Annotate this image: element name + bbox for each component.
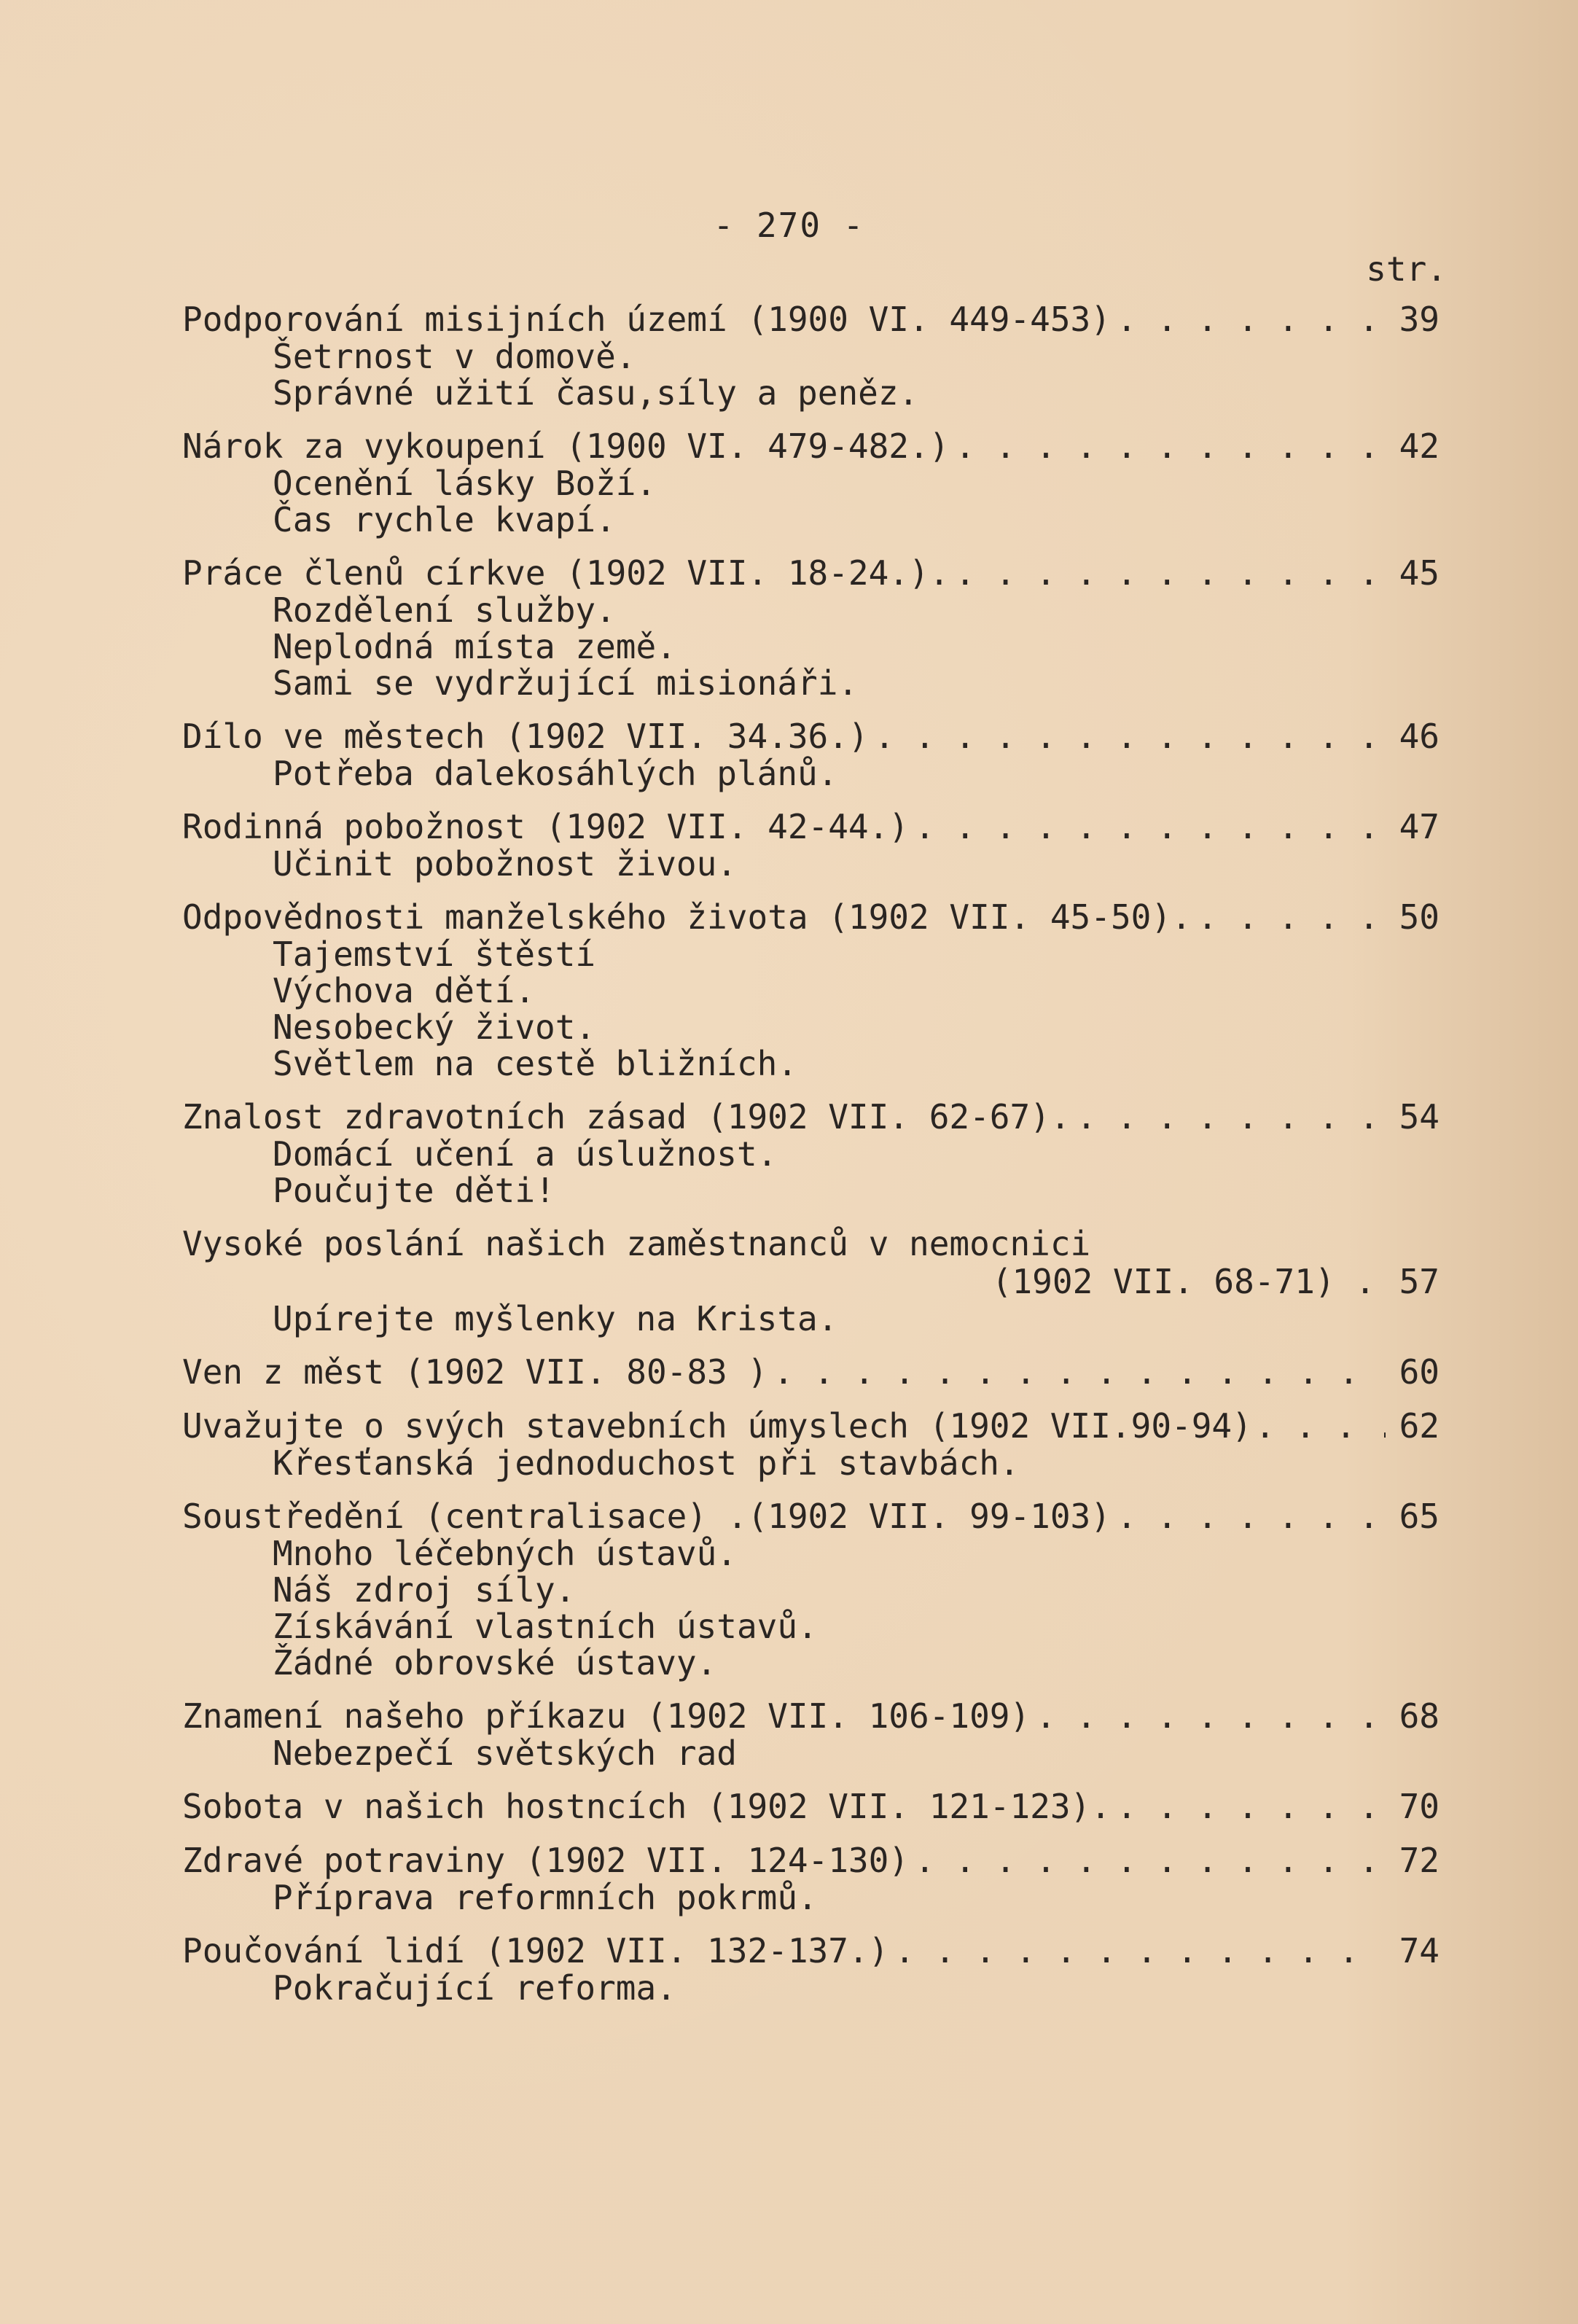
toc-subentry: Pokračující reforma. <box>273 1968 676 2008</box>
toc-subentry: Náš zdroj síly. <box>273 1570 576 1610</box>
toc-entry-continuation: (1902 VII. 68-71) . <box>991 1262 1375 1301</box>
toc-entry <box>182 1697 1440 1771</box>
toc-subentry: Upírejte myšlenky na Krista. <box>273 1299 838 1338</box>
toc-subentry: Správné užití času,síly a peněz. <box>273 373 919 413</box>
dot-leader <box>1117 300 1383 338</box>
toc-entry-title: Ven z měst (1902 VII. 80-83 ) <box>182 1352 768 1392</box>
page-number: - 270 - <box>713 206 865 245</box>
dot-leader <box>875 717 1383 755</box>
toc-entry <box>182 1225 1440 1337</box>
toc-entry-page: 68 <box>1399 1696 1440 1736</box>
toc-entry-page: 45 <box>1399 553 1440 593</box>
toc-subentry: Rozdělení služby. <box>273 590 616 630</box>
dot-leader <box>1255 1407 1386 1445</box>
dot-leader <box>773 1353 1383 1391</box>
toc-entry-page: 50 <box>1399 897 1440 937</box>
dot-leader <box>1077 1098 1383 1136</box>
toc-entry <box>182 1932 1440 2006</box>
toc-subentry: Světlem na cestě bližních. <box>273 1044 798 1083</box>
toc-entry-title: Práce členů církve (1902 VII. 18-24.). <box>182 553 950 593</box>
toc-entry-title: Podporování misijních území (1900 VI. 449-453) <box>182 300 1111 339</box>
toc-subentry: Získávání vlastních ústavů. <box>273 1607 818 1646</box>
dot-leader <box>1198 898 1383 936</box>
toc-subentry: Tajemství štěstí <box>273 935 596 974</box>
toc-entry <box>182 554 1440 701</box>
toc-entry-page: 60 <box>1399 1352 1440 1392</box>
toc-entry <box>182 427 1440 538</box>
toc-subentry: Příprava reformních pokrmů. <box>273 1878 818 1917</box>
toc-entry <box>182 1098 1440 1209</box>
toc-entry-page: 62 <box>1399 1406 1440 1446</box>
table-of-contents <box>182 300 1440 2022</box>
toc-entry-title: Vysoké poslání našich zaměstnanců v nemocnici <box>182 1224 1091 1263</box>
toc-entry-page: 72 <box>1399 1841 1440 1880</box>
toc-entry-title: Znamení našeho příkazu (1902 VII. 106-109) <box>182 1696 1031 1736</box>
toc-entry <box>182 1353 1440 1391</box>
toc-subentry: Žádné obrovské ústavy. <box>273 1643 717 1682</box>
toc-subentry: Mnoho léčebných ústavů. <box>273 1534 737 1573</box>
toc-subentry: Čas rychle kvapí. <box>273 500 616 539</box>
toc-entry-page: 70 <box>1399 1787 1440 1826</box>
toc-entry <box>182 1407 1440 1481</box>
toc-entry <box>182 300 1440 411</box>
toc-subentry: Ocenění lásky Boží. <box>273 464 657 503</box>
toc-entry-page: 74 <box>1399 1931 1440 1970</box>
toc-subentry: Domácí učení a úslužnost. <box>273 1134 778 1174</box>
dot-leader <box>1036 1697 1383 1735</box>
toc-entry <box>182 1841 1440 1916</box>
toc-entry-title: Uvažujte o svých stavebních úmyslech (1902 VII.90-94) <box>182 1406 1252 1446</box>
toc-entry-title: Sobota v našich hostncích (1902 VII. 121-123). <box>182 1787 1111 1826</box>
dot-leader <box>1117 1497 1383 1535</box>
toc-entry-page: 65 <box>1399 1497 1440 1536</box>
dot-leader <box>1117 1787 1383 1825</box>
toc-entry <box>182 898 1440 1082</box>
toc-entry-page: 42 <box>1399 426 1440 466</box>
dot-leader <box>915 1841 1383 1879</box>
toc-subentry: Potřeba dalekosáhlých plánů. <box>273 754 838 793</box>
toc-subentry: Učinit pobožnost živou. <box>273 844 737 884</box>
dot-leader <box>955 554 1383 592</box>
toc-subentry: Nesobecký život. <box>273 1007 596 1047</box>
dot-leader <box>915 808 1383 846</box>
toc-entry-title: Zdravé potraviny (1902 VII. 124-130) <box>182 1841 909 1880</box>
dot-leader <box>955 427 1383 465</box>
toc-entry-title: Poučování lidí (1902 VII. 132-137.) <box>182 1931 889 1970</box>
toc-subentry: Neplodná místa země. <box>273 627 676 666</box>
dot-leader <box>894 1932 1383 1970</box>
toc-entry-page: 47 <box>1399 807 1440 846</box>
toc-subentry: Křesťanská jednoduchost při stavbách. <box>273 1443 1020 1483</box>
toc-entry-title: Znalost zdravotních zásad (1902 VII. 62-67). <box>182 1097 1071 1136</box>
toc-subentry: Šetrnost v domově. <box>273 337 636 376</box>
toc-subentry: Nebezpečí světských rad <box>273 1734 737 1773</box>
toc-entry-page: 46 <box>1399 717 1440 756</box>
toc-entry-title: Odpovědnosti manželského života (1902 VII. 45-50). <box>182 897 1192 937</box>
toc-entry-title: Rodinná pobožnost (1902 VII. 42-44.) <box>182 807 909 846</box>
toc-subentry: Sami se vydržující misionáři. <box>273 663 859 703</box>
toc-entry-title: Dílo ve městech (1902 VII. 34.36.) <box>182 717 869 756</box>
toc-entry <box>182 717 1440 792</box>
toc-entry-title: Nárok za vykoupení (1900 VI. 479-482.) <box>182 426 950 466</box>
toc-entry-page: 57 <box>1399 1262 1440 1301</box>
toc-entry-page: 39 <box>1399 300 1440 339</box>
toc-entry <box>182 1787 1440 1825</box>
toc-entry <box>182 1497 1440 1681</box>
toc-entry-page: 54 <box>1399 1097 1440 1136</box>
page-column-header: str. <box>1366 249 1447 289</box>
toc-subentry: Výchova dětí. <box>273 971 536 1010</box>
toc-entry-title: Soustředění (centralisace) .(1902 VII. 99-103) <box>182 1497 1111 1536</box>
toc-subentry: Poučujte děti! <box>273 1171 555 1210</box>
toc-entry <box>182 808 1440 882</box>
